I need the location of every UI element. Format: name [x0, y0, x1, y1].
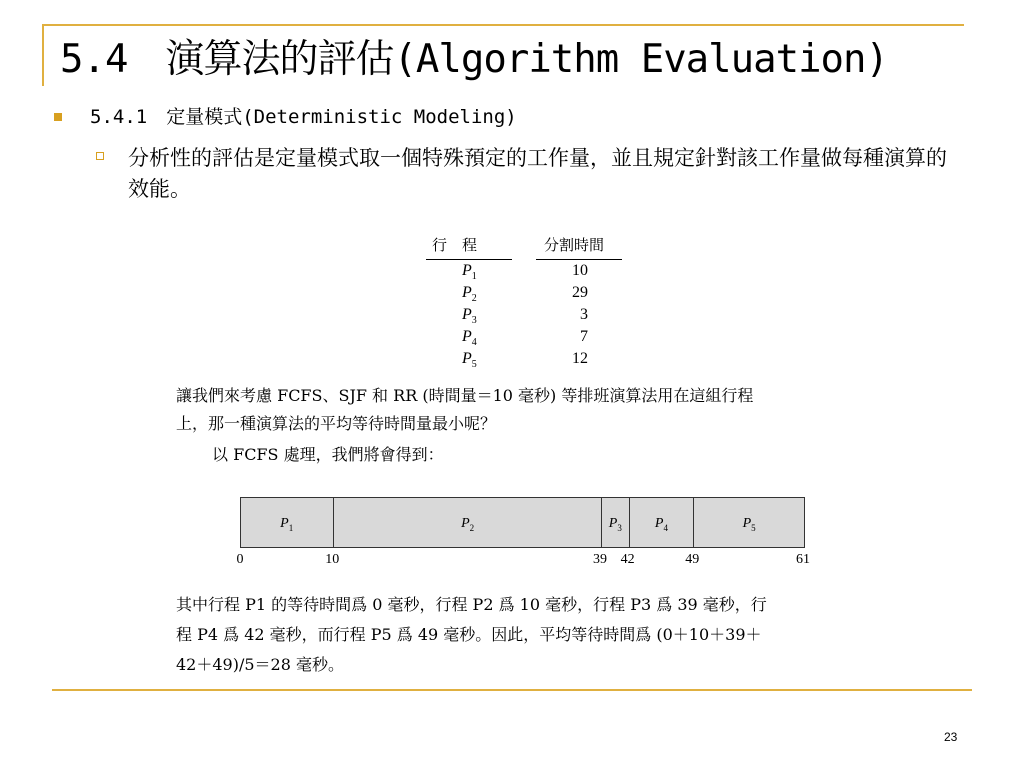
- table-header-burst: 分割時間: [544, 236, 605, 254]
- page-number: 23: [944, 730, 958, 744]
- table-burst-cell: 12: [572, 350, 588, 367]
- gantt-tick-label: 10: [325, 552, 340, 567]
- table-burst-cell: 3: [580, 306, 588, 323]
- paragraph-line: 其中行程 P1 的等待時間爲 0 毫秒，行程 P2 爲 10 毫秒，行程 P3 爲 39 毫秒，行: [176, 595, 767, 614]
- gantt-segment: [333, 498, 601, 547]
- gantt-segment: [241, 498, 333, 547]
- left-accent-bar: [42, 24, 44, 86]
- gantt-chart: [240, 497, 805, 548]
- table-process-cell: $P_3$: [462, 306, 477, 327]
- header-rule: [426, 259, 512, 260]
- bullet-level1: 5.4.1 定量模式(Deterministic Modeling): [90, 106, 517, 128]
- gantt-segment-label: $P_1$: [280, 516, 294, 533]
- gantt-tick-label: 39: [592, 552, 607, 567]
- table-process-cell: $P_5$: [462, 350, 477, 371]
- table-process-cell: $P_4$: [462, 328, 477, 349]
- table-burst-cell: 29: [572, 284, 588, 301]
- table-process-cell: $P_2$: [462, 284, 477, 305]
- gantt-tick-label: 61: [796, 552, 810, 567]
- paragraph-line: 42＋49)/5＝28 毫秒。: [176, 655, 344, 674]
- table-burst-cell: 10: [572, 262, 588, 279]
- gantt-tick-label: 49: [685, 552, 700, 567]
- header-rule: [536, 259, 622, 260]
- paragraph-line: 以 FCFS 處理，我們將會得到：: [212, 445, 444, 464]
- gantt-segment-label: $P_4$: [654, 516, 668, 533]
- paragraph-line: 上，那一種演算法的平均等待時間量最小呢？: [176, 414, 497, 433]
- bottom-rule: [52, 689, 972, 691]
- table-process-cell: $P_1$: [462, 262, 477, 283]
- gantt-segment-label: $P_3$: [608, 516, 622, 533]
- gantt-segment-label: $P_5$: [742, 516, 756, 533]
- table-header-process: 行 程: [432, 236, 478, 254]
- slide-title: 5.4 演算法的評估(Algorithm Evaluation): [60, 37, 888, 82]
- gantt-segment: [601, 498, 629, 547]
- paragraph-line: 程 P4 爲 42 毫秒，而行程 P5 爲 49 毫秒。因此，平均等待時間爲 (0＋10＋39＋: [176, 625, 762, 644]
- gantt-segment-label: $P_2$: [461, 516, 475, 533]
- top-rule: [42, 24, 964, 26]
- bullet-level2: 分析性的評估是定量模式取一個特殊預定的工作量，並且規定針對該工作量做每種演算的效能。: [128, 146, 947, 201]
- gantt-segment: [693, 498, 804, 547]
- gantt-segment: [629, 498, 694, 547]
- bullet-hollow-square-icon: [96, 152, 104, 160]
- table-burst-cell: 7: [580, 328, 588, 345]
- gantt-tick-label: 42: [620, 552, 635, 567]
- paragraph-line: 讓我們來考慮 FCFS、SJF 和 RR (時間量＝10 毫秒) 等排班演算法用在這組行程: [176, 386, 754, 405]
- gantt-tick-label: 0: [236, 552, 244, 567]
- bullet-square-icon: [54, 113, 62, 121]
